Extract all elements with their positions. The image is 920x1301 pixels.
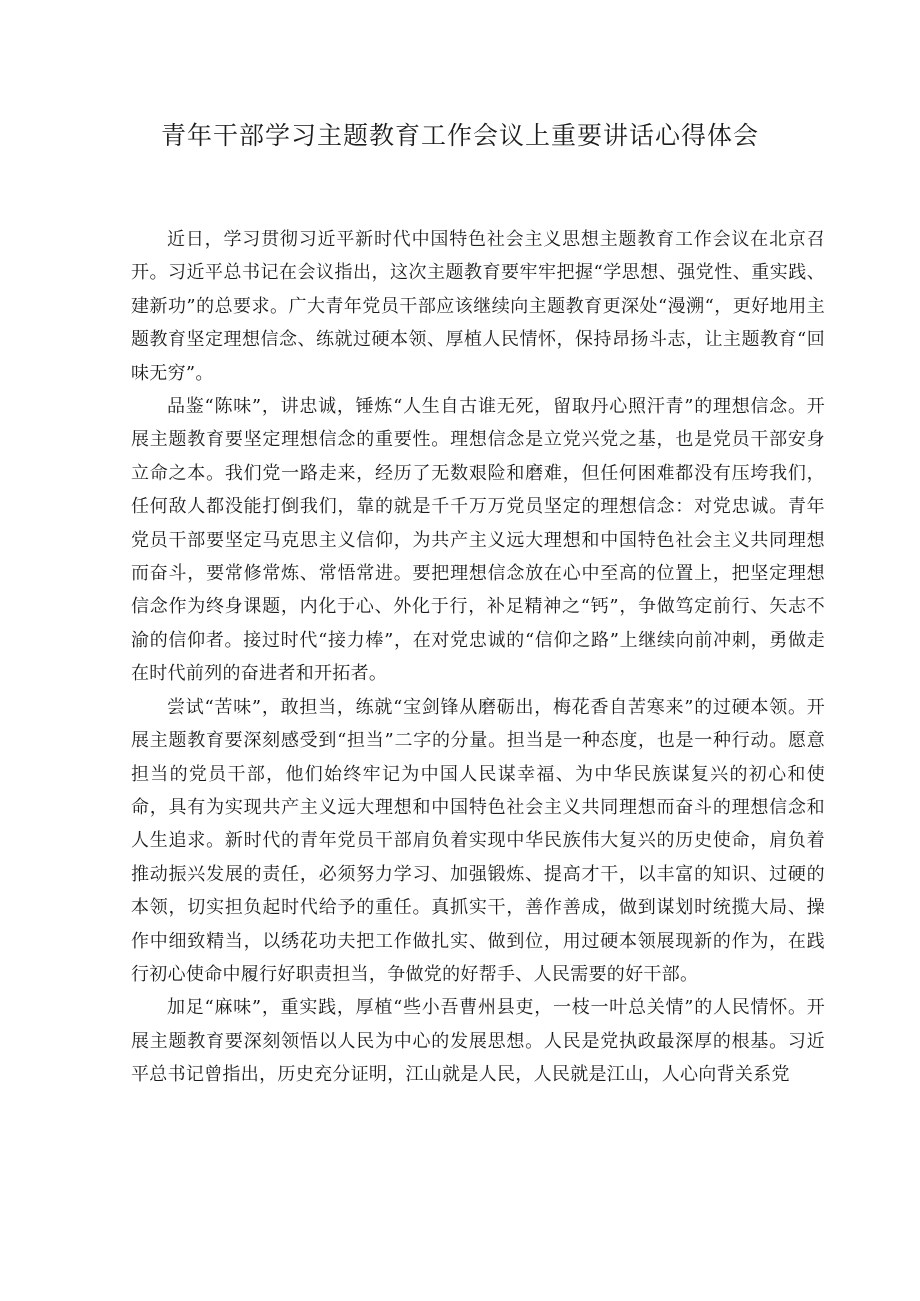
paragraph-intro: 近日，学习贯彻习近平新时代中国特色社会主义思想主题教育工作会议在北京召开。习近平总书记在会议指出，这次主题教育要牢牢把握“学思想、强党性、重实践、建新功”的总要求。广大青年党员干部应该继续向主题教育更深处“漫溯“，更好地用主题教育坚定理想信念、练就过硬本领、厚植人民情怀，保持昂扬斗志，让主题教育“回味无穷”。 bbox=[131, 229, 825, 384]
paragraph-practice: 加足“麻味”，重实践，厚植“些小吾曹州县吏，一枝一叶总关情”的人民情怀。开展主题教育要深刻领悟以人民为中心的发展思想。人民是党执政最深厚的根基。习近平总书记曾指出，历史充分证明，江山就是人民，人民就是江山，人心向背关系党 bbox=[131, 997, 825, 1086]
paragraph-responsibility: 尝试“苦味”，敢担当，练就“宝剑锋从磨砺出，梅花香自苦寒来”的过硬本领。开展主题教育要深刻感受到“担当”二字的分量。担当是一种态度，也是一种行动。愿意担当的党员干部，他们始终牢记为中国人民谋幸福、为中华民族谋复兴的初心和使命，具有为实现共产主义远大理想和中国特色社会主义共同理想而奋斗的理想信念和人生追求。新时代的青年党员干部肩负着实现中华民族伟大复兴的历史使命，肩负着推动振兴发展的责任，必须努力学习、加强锻炼、提高才干，以丰富的知识、过硬的本领，切实担负起时代给予的重任。真抓实干，善作善成，做到谋划时统揽大局、操作中细致精当，以绣花功夫把工作做扎实、做到位，用过硬本领展现新的作为，在践行初心使命中履行好职责担当，争做党的好帮手、人民需要的好干部。 bbox=[131, 696, 825, 985]
document-body bbox=[131, 223, 825, 1092]
document-title: 青年干部学习主题教育工作会议上重要讲话心得体会 bbox=[160, 121, 759, 150]
paragraph-loyalty: 品鉴“陈味”，讲忠诚，锤炼“人生自古谁无死，留取丹心照汗青”的理想信念。开展主题教育要坚定理想信念的重要性。理想信念是立党兴党之基，也是党员干部安身立命之本。我们党一路走来，经历了无数艰险和磨难，但任何困难都没有压垮我们，任何敌人都没能打倒我们，靠的就是千千万万党员坚定的理想信念：对党忠诚。青年党员干部要坚定马克思主义信仰，为共产主义远大理想和中国特色社会主义共同理想而奋斗，要常修常炼、常悟常进。要把理想信念放在心中至高的位置上，把坚定理想信念作为终身课题，内化于心、外化于行，补足精神之“钙”，争做笃定前行、矢志不渝的信仰者。接过时代“接力棒”，在对党忠诚的“信仰之路”上继续向前冲刺，勇做走在时代前列的奋进者和开拓者。 bbox=[131, 396, 825, 685]
